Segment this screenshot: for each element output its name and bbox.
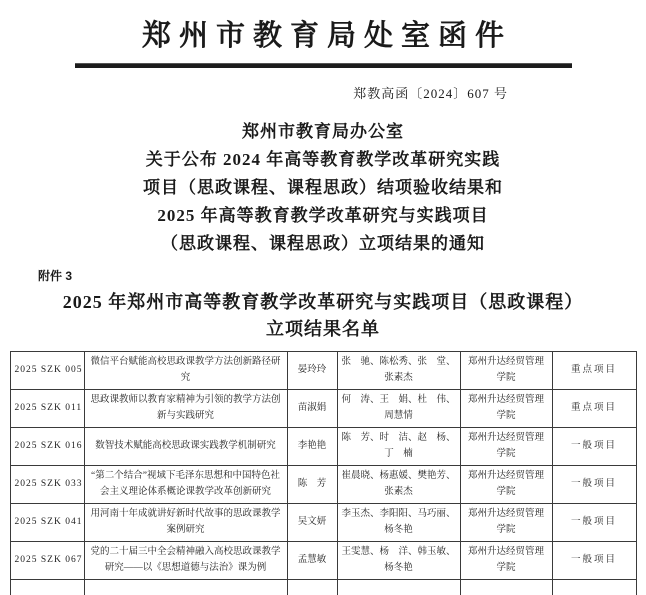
table-row	[10, 428, 636, 466]
cell-members: 张 驰、陈松秀、张 堂、张素杰	[337, 352, 460, 390]
cell-project-code: 2025 SZK 016	[10, 428, 84, 466]
cell-empty	[10, 580, 84, 595]
cell-project-title: 党的二十届三中全会精神融入高校思政课教学研究——以《思想道德与法治》课为例	[84, 542, 287, 580]
cell-project-type: 一般项目	[552, 428, 636, 466]
cell-project-code: 2025 SZK 011	[10, 390, 84, 428]
cell-project-type: 一般项目	[552, 542, 636, 580]
cell-project-title: “第二个结合”视域下毛泽东思想和中国特色社会主义理论体系概论课教学改革创新研究	[84, 466, 287, 504]
cell-empty	[337, 580, 460, 595]
attachment-label: 附件 3	[38, 269, 73, 283]
cell-host-name: 孟慧敏	[287, 542, 337, 580]
cell-members: 王雯慧、杨 洋、韩玉敏、杨冬艳	[337, 542, 460, 580]
table-row	[10, 504, 636, 542]
cell-project-code: 2025 SZK 005	[10, 352, 84, 390]
cell-host-name: 吴文妍	[287, 504, 337, 542]
cell-school: 郑州升达经贸管理学院	[460, 542, 552, 580]
cell-empty	[552, 580, 636, 595]
document-header-title: 郑州市教育局处室函件	[141, 20, 512, 52]
cell-school: 郑州升达经贸管理学院	[460, 390, 552, 428]
notice-line-1: 郑州市教育局办公室	[242, 122, 404, 141]
cell-project-code: 2025 SZK 041	[10, 504, 84, 542]
notice-line-5: （思政课程、课程思政）立项结果的通知	[161, 234, 485, 253]
table-row-partial	[10, 580, 636, 595]
cell-project-title: 微信平台赋能高校思政课教学方法创新路径研究	[84, 352, 287, 390]
cell-project-type: 一般项目	[552, 504, 636, 542]
cell-school: 郑州升达经贸管理学院	[460, 466, 552, 504]
notice-line-3: 项目（思政课程、课程思政）结项验收结果和	[143, 178, 503, 197]
table-row	[10, 466, 636, 504]
cell-empty	[460, 580, 552, 595]
cell-project-title: 用河南十年成就讲好新时代故事的思政课教学案例研究	[84, 504, 287, 542]
results-table-body	[10, 352, 636, 580]
notice-line-2: 关于公布 2024 年高等教育教学改革研究实践	[145, 150, 501, 169]
cell-school: 郑州升达经贸管理学院	[460, 428, 552, 466]
table-title-line-2: 立项结果名单	[266, 319, 380, 339]
table-row	[10, 390, 636, 428]
cell-project-code: 2025 SZK 033	[10, 466, 84, 504]
cell-members: 何 涛、王 娟、杜 伟、周慧情	[337, 390, 460, 428]
cell-members: 李玉杰、李阳阳、马巧丽、杨冬艳	[337, 504, 460, 542]
cell-host-name: 苗淑娟	[287, 390, 337, 428]
cell-school: 郑州升达经贸管理学院	[460, 504, 552, 542]
results-table	[10, 351, 637, 595]
cell-empty	[287, 580, 337, 595]
document-number: 郑教高函〔2024〕607 号	[353, 86, 508, 101]
cell-project-type: 一般项目	[552, 466, 636, 504]
cell-project-title: 思政课教师以教育家精神为引领的教学方法创新与实践研究	[84, 390, 287, 428]
cell-project-type: 重点项目	[552, 390, 636, 428]
results-table-partial	[10, 580, 636, 595]
cell-host-name: 李艳艳	[287, 428, 337, 466]
cell-project-type: 重点项目	[552, 352, 636, 390]
table-title-line-1: 2025 年郑州市高等教育教学改革研究与实践项目（思政课程）	[62, 292, 584, 312]
cell-school: 郑州升达经贸管理学院	[460, 352, 552, 390]
header-divider	[75, 63, 572, 68]
table-row	[10, 542, 636, 580]
cell-empty	[84, 580, 287, 595]
table-title	[0, 289, 646, 343]
cell-host-name: 晏玲玲	[287, 352, 337, 390]
cell-project-code: 2025 SZK 067	[10, 542, 84, 580]
table-row	[10, 352, 636, 390]
notice-title-block	[0, 118, 646, 258]
cell-project-title: 数智技术赋能高校思政课实践教学机制研究	[84, 428, 287, 466]
cell-members: 崔晨晓、杨惠媛、樊艳芳、张素杰	[337, 466, 460, 504]
cell-host-name: 陈 芳	[287, 466, 337, 504]
notice-line-4: 2025 年高等教育教学改革研究与实践项目	[157, 206, 489, 225]
cell-members: 陈 芳、时 洁、赵 杨、丁 楠	[337, 428, 460, 466]
